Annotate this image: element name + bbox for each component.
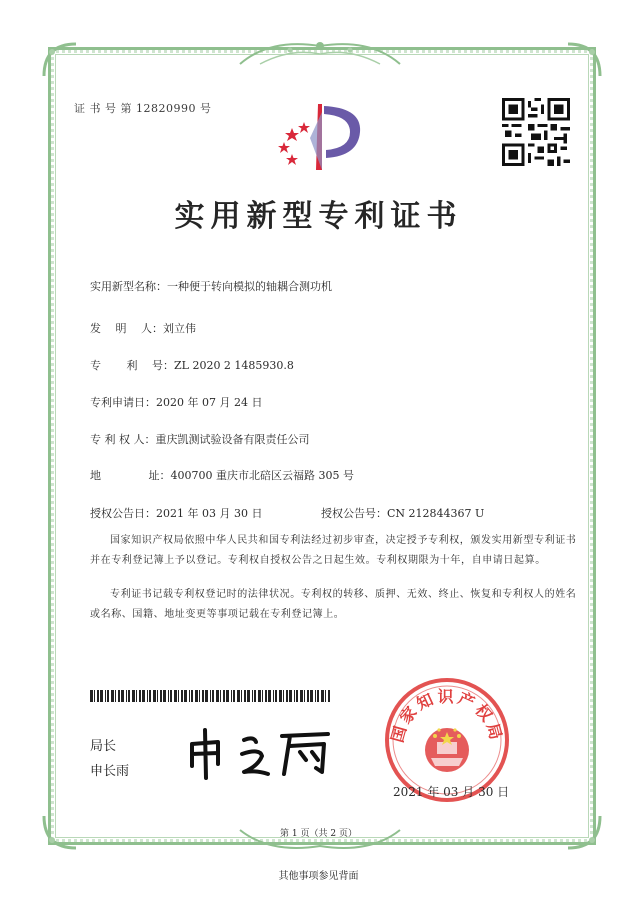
barcode-icon	[90, 690, 330, 702]
field-label: 实用新型名称：	[90, 280, 167, 293]
certificate-number: 证 书 号 第 12820990 号	[74, 102, 212, 115]
field-label: 专利申请日：	[90, 396, 156, 409]
field-label: 授权公告日：	[90, 507, 156, 520]
field-value: ZL 2020 2 1485930.8	[174, 359, 294, 372]
statement-paragraph: 专利证书记载专利权登记时的法律状况。专利权的转移、质押、无效、终止、恢复和专利权人的姓名或名称、国籍、地址变更等事项记载在专利登记簿上。	[90, 589, 577, 620]
field-value: 重庆凯测试验设备有限责任公司	[155, 433, 310, 446]
field-label: 地 址：	[90, 469, 171, 482]
director-title: 局长	[90, 739, 117, 754]
corner-ornament-icon	[40, 40, 80, 80]
field-utility-model-name	[90, 278, 332, 294]
seal-date: 2021 年 03 月 30 日	[393, 785, 510, 799]
corner-ornament-icon	[564, 40, 604, 80]
field-patentee	[90, 431, 310, 447]
field-value: 刘立伟	[163, 322, 196, 335]
cnipa-logo-icon	[270, 98, 370, 173]
field-value: 400700 重庆市北碚区云福路 305 号	[170, 469, 354, 482]
certificate-title: 实用新型专利证书	[174, 199, 463, 234]
qr-code-icon	[502, 98, 570, 166]
director-name: 申长雨	[90, 764, 130, 779]
field-label: 专 利 权 人：	[90, 433, 156, 446]
field-inventor	[90, 320, 196, 336]
field-announcement-number	[321, 505, 484, 521]
field-application-date	[90, 394, 262, 410]
seal-text: 国家知识产权局	[387, 687, 507, 745]
top-ornament-icon	[230, 34, 410, 70]
field-label: 专 利 号：	[90, 359, 174, 372]
handwritten-signature-icon	[178, 722, 338, 782]
page-indicator: 第 1 页（共 2 页）	[280, 829, 357, 839]
field-patent-number	[90, 357, 294, 373]
footer-note: 其他事项参见背面	[278, 871, 359, 882]
field-value: CN 212844367 U	[387, 507, 485, 520]
statement-paragraph: 国家知识产权局依照中华人民共和国专利法经过初步审查，决定授予专利权，颁发实用新型专利证书并在专利登记簿上予以登记。专利权自授权公告之日起生效。专利权期限为十年，自申请日起算。	[90, 535, 577, 566]
field-label: 授权公告号：	[321, 507, 387, 520]
field-value: 2020 年 07 月 24 日	[156, 396, 263, 409]
field-address	[90, 467, 354, 483]
field-value: 一种便于转向模拟的轴耦合测功机	[167, 280, 332, 293]
field-grant-date	[90, 505, 262, 521]
field-label: 发 明 人：	[90, 322, 163, 335]
field-value: 2021 年 03 月 30 日	[156, 507, 263, 520]
